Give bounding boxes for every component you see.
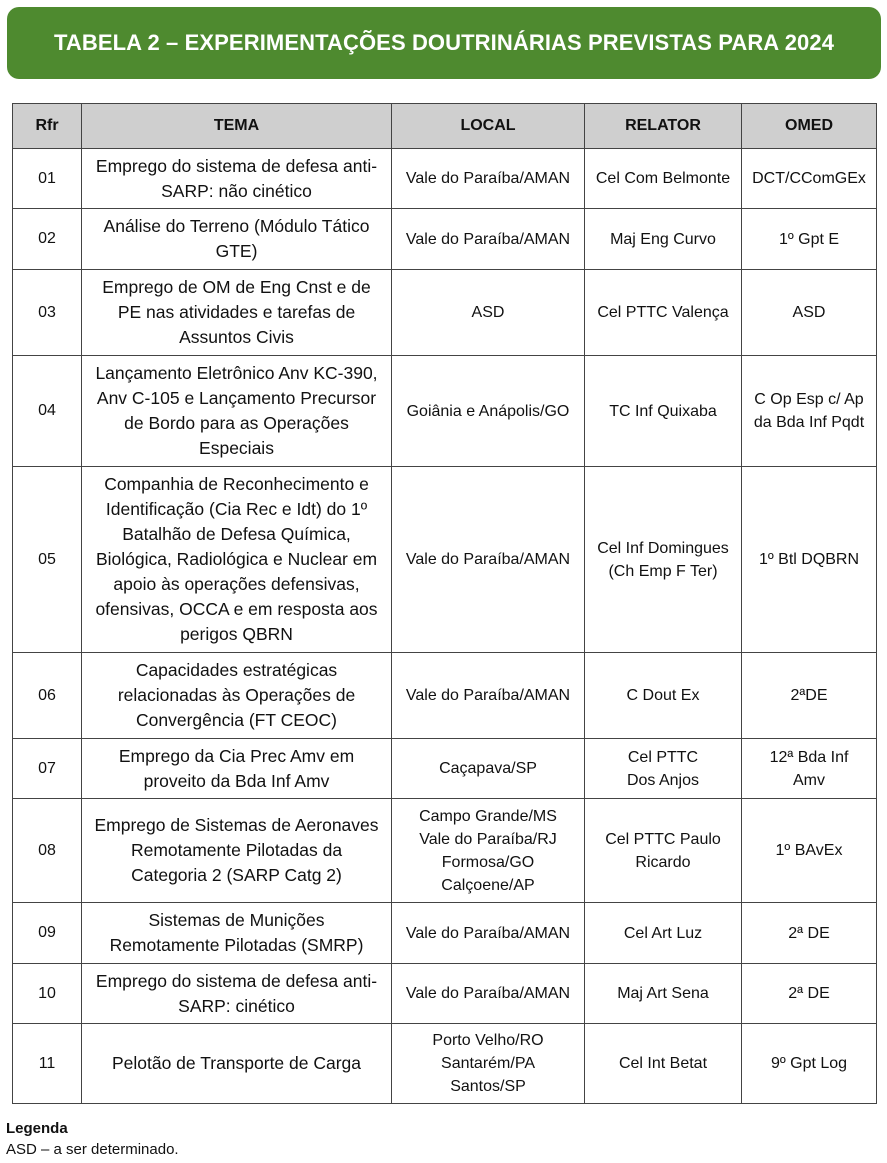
cell-tema — [82, 903, 392, 964]
cell-tema-line: Companhia de Reconhecimento e — [104, 474, 369, 494]
cell-relator — [585, 739, 742, 799]
cell-relator — [585, 1024, 742, 1104]
cell-tema-line: Emprego de OM de Eng Cnst e de — [102, 277, 371, 297]
cell-rfr: 02 — [13, 209, 82, 270]
cell-omed — [742, 356, 877, 467]
cell-local-line: Campo Grande/MS — [419, 807, 557, 825]
cell-tema-line: Emprego da Cia Prec Amv em — [118, 745, 355, 766]
cell-relator — [585, 903, 742, 964]
legend-title: Legenda — [6, 1120, 68, 1137]
cell-local-line: Calçoene/AP — [441, 876, 535, 894]
cell-local — [392, 653, 585, 739]
cell-relator-line: Cel PTTC Valença — [597, 304, 729, 321]
cell-rfr: 09 — [13, 903, 82, 964]
cell-relator-line: Cel Art Luz — [623, 924, 703, 942]
cell-tema-line: perigos QBRN — [180, 624, 293, 644]
table-row — [13, 467, 877, 653]
cell-tema-line: Convergência (FT CEOC) — [136, 710, 337, 730]
cell-local-line: Vale do Paraíba/AMAN — [405, 924, 571, 942]
cell-tema-line: Remotamente Pilotadas da — [130, 840, 343, 860]
cell-local-line: Formosa/GO — [441, 853, 535, 871]
cell-relator-line: C Dout Ex — [626, 687, 700, 704]
header-local: LOCAL — [392, 104, 585, 149]
cell-tema-line: Sistemas de Munições — [148, 910, 325, 930]
table-row — [13, 356, 877, 467]
cell-omed-line: 2ª DE — [788, 985, 830, 1002]
table-row — [13, 964, 877, 1024]
cell-tema-line: relacionadas às Operações de — [117, 685, 356, 705]
cell-local — [392, 1024, 585, 1104]
cell-relator-line: Maj Art Sena — [617, 985, 709, 1002]
cell-tema-line: Batalhão de Defesa Química, — [122, 524, 351, 544]
cell-local-line: Vale do Paraíba/AMAN — [405, 170, 571, 187]
table-row — [13, 903, 877, 964]
legend-text: ASD – a ser determinado. — [6, 1141, 179, 1158]
cell-omed — [742, 964, 877, 1024]
cell-omed-line: 2ªDE — [790, 687, 828, 704]
cell-tema-line: SARP: cinético — [178, 995, 295, 1016]
cell-tema — [82, 964, 392, 1024]
cell-relator — [585, 653, 742, 739]
cell-local-line: Santarém/PA — [441, 1055, 535, 1072]
cell-tema — [82, 1024, 392, 1104]
cell-tema-line: Pelotão de Transporte de Carga — [111, 1053, 362, 1073]
header-omed: OMED — [742, 104, 877, 149]
cell-tema-line: Identificação (Cia Rec e Idt) do 1º — [105, 499, 368, 519]
cell-tema-line: Capacidades estratégicas — [135, 660, 338, 680]
cell-omed-line: C Op Esp c/ Ap — [754, 391, 864, 408]
cell-rfr: 11 — [13, 1024, 82, 1104]
table-row — [13, 1024, 877, 1104]
cell-tema — [82, 270, 392, 356]
cell-tema-line: Emprego de Sistemas de Aeronaves — [94, 815, 379, 835]
cell-local — [392, 903, 585, 964]
table-row — [13, 149, 877, 209]
cell-omed — [742, 270, 877, 356]
cell-relator — [585, 467, 742, 653]
cell-tema-line: Análise do Terreno (Módulo Tático — [103, 216, 370, 236]
cell-local — [392, 209, 585, 270]
cell-relator-line: Cel PTTC — [627, 748, 699, 766]
table-row — [13, 270, 877, 356]
table-body — [13, 149, 877, 1104]
cell-tema-line: Emprego do sistema de defesa anti- — [95, 155, 378, 176]
cell-local-line: ASD — [471, 304, 505, 321]
cell-local-line: Vale do Paraíba/AMAN — [405, 687, 571, 704]
cell-rfr: 03 — [13, 270, 82, 356]
cell-tema — [82, 653, 392, 739]
cell-tema-line: proveito da Bda Inf Amv — [143, 770, 330, 791]
cell-local-line: Porto Velho/RO — [432, 1032, 544, 1049]
cell-omed-line: Amv — [793, 771, 825, 789]
cell-relator — [585, 799, 742, 903]
cell-omed — [742, 653, 877, 739]
header-row — [13, 104, 877, 149]
cell-omed-line: DCT/CComGEx — [752, 170, 866, 187]
cell-rfr: 01 — [13, 149, 82, 209]
cell-rfr: 06 — [13, 653, 82, 739]
cell-local — [392, 964, 585, 1024]
cell-local — [392, 356, 585, 467]
cell-tema-line: Assuntos Civis — [179, 327, 294, 347]
legend — [6, 1118, 179, 1160]
cell-tema-line: Anv C-105 e Lançamento Precursor — [96, 388, 377, 408]
cell-local-line: Vale do Paraíba/AMAN — [405, 551, 571, 568]
cell-omed — [742, 149, 877, 209]
table-row — [13, 653, 877, 739]
table-title: TABELA 2 – EXPERIMENTAÇÕES DOUTRINÁRIAS PREVISTAS PARA 2024 — [53, 30, 835, 55]
cell-rfr: 07 — [13, 739, 82, 799]
cell-relator-line: Dos Anjos — [626, 771, 700, 789]
cell-local — [392, 739, 585, 799]
header-relator: RELATOR — [585, 104, 742, 149]
cell-local — [392, 270, 585, 356]
cell-local-line: Caçapava/SP — [439, 760, 537, 777]
cell-tema-line: GTE) — [215, 241, 258, 261]
cell-omed-line: 1º Gpt E — [778, 230, 840, 248]
cell-tema — [82, 799, 392, 903]
cell-omed — [742, 799, 877, 903]
cell-local-line: Vale do Paraíba/RJ — [419, 830, 557, 848]
cell-rfr: 08 — [13, 799, 82, 903]
cell-omed-line: ASD — [792, 304, 826, 321]
cell-tema — [82, 739, 392, 799]
cell-omed — [742, 1024, 877, 1104]
cell-relator-line: (Ch Emp F Ter) — [608, 562, 718, 580]
cell-tema-line: Especiais — [199, 438, 274, 458]
table-row — [13, 799, 877, 903]
cell-relator-line: Ricardo — [635, 853, 691, 871]
cell-local-line: Goiânia e Anápolis/GO — [406, 402, 570, 420]
cell-relator-line: Maj Eng Curvo — [610, 230, 716, 248]
table-row — [13, 739, 877, 799]
cell-tema-line: de Bordo para as Operações — [124, 413, 349, 433]
cell-tema-line: apoio às operações defensivas, — [113, 574, 360, 594]
cell-omed-line: 12ª Bda Inf — [769, 748, 849, 766]
cell-local — [392, 149, 585, 209]
cell-local — [392, 467, 585, 653]
table-row — [13, 209, 877, 270]
cell-omed-line: 9º Gpt Log — [770, 1055, 848, 1072]
cell-omed-line: da Bda Inf Pqdt — [753, 414, 865, 431]
cell-relator-line: Cel Com Belmonte — [595, 170, 731, 187]
cell-tema-line: ofensivas, OCCA e em resposta aos — [95, 599, 378, 619]
cell-relator-line: TC Inf Quixaba — [609, 402, 717, 420]
cell-relator-line: Cel Inf Domingues — [597, 539, 729, 557]
cell-tema — [82, 467, 392, 653]
cell-tema-line: Remotamente Pilotadas (SMRP) — [109, 935, 364, 955]
header-tema: TEMA — [82, 104, 392, 149]
cell-omed — [742, 903, 877, 964]
cell-omed-line: 1º Btl DQBRN — [758, 551, 860, 568]
cell-tema-line: Biológica, Radiológica e Nuclear em — [95, 549, 378, 569]
cell-omed — [742, 739, 877, 799]
header-rfr: Rfr — [13, 104, 82, 149]
cell-tema-line: SARP: não cinético — [161, 180, 312, 201]
table-title-banner — [7, 7, 881, 79]
cell-omed-line: 1º BAvEx — [775, 842, 843, 859]
cell-tema-line: PE nas atividades e tarefas de — [117, 302, 356, 322]
cell-relator — [585, 149, 742, 209]
cell-local-line: Vale do Paraíba/AMAN — [405, 985, 571, 1002]
cell-local-line: Vale do Paraíba/AMAN — [405, 230, 571, 248]
cell-relator-line: Cel PTTC Paulo — [605, 830, 721, 848]
cell-rfr: 04 — [13, 356, 82, 467]
cell-rfr: 10 — [13, 964, 82, 1024]
cell-local-line: Santos/SP — [450, 1078, 526, 1095]
cell-rfr: 05 — [13, 467, 82, 653]
cell-tema-line: Categoria 2 (SARP Catg 2) — [131, 865, 342, 885]
cell-tema — [82, 209, 392, 270]
cell-relator — [585, 209, 742, 270]
cell-local — [392, 799, 585, 903]
cell-relator — [585, 964, 742, 1024]
cell-tema-line: Lançamento Eletrônico Anv KC-390, — [95, 363, 378, 383]
cell-tema — [82, 356, 392, 467]
cell-omed-line: 2ª DE — [788, 924, 830, 942]
cell-tema-line: Emprego do sistema de defesa anti- — [95, 970, 378, 991]
cell-relator — [585, 356, 742, 467]
cell-omed — [742, 209, 877, 270]
experimentation-table — [12, 103, 877, 1104]
cell-omed — [742, 467, 877, 653]
cell-relator-line: Cel Int Betat — [618, 1055, 708, 1072]
cell-relator — [585, 270, 742, 356]
cell-tema — [82, 149, 392, 209]
